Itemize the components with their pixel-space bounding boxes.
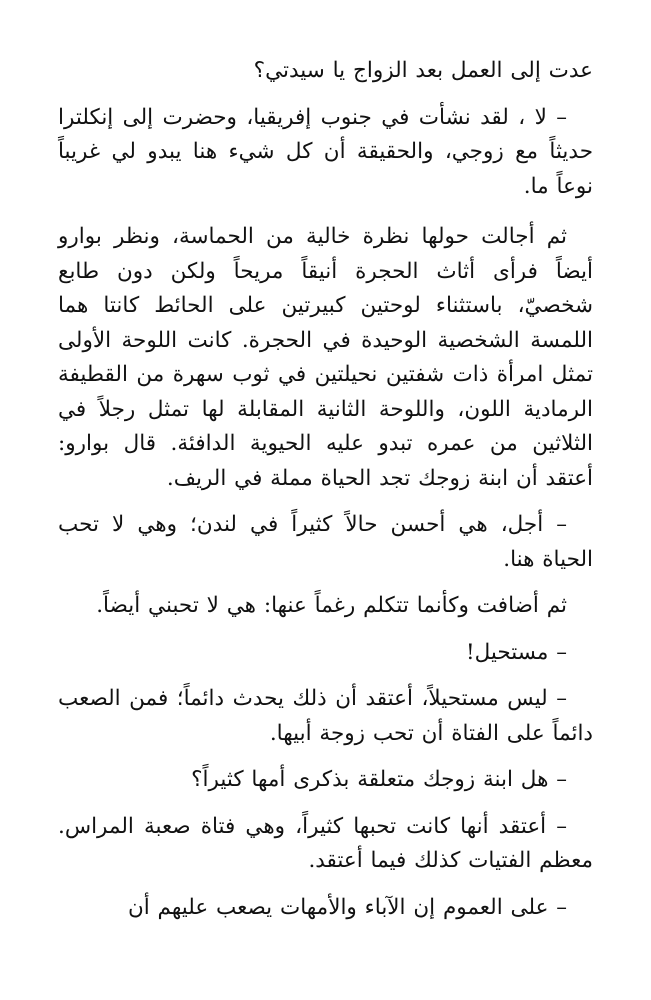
paragraph-mother-memory: – هل ابنة زوجك متعلقة بذكرى أمها كثيراً؟ bbox=[191, 767, 567, 792]
paragraph-room-description: ثم أجالت حولها نظرة خالية من الحماسة، ونظر بوارو أيضاً فرأى أثاث الحجرة أنيقاً مريحاً ولكن دون طابع شخصيّ، باستثناء لوحتين كبيرتين على الحائط كانتا هما اللمسة الشخصية الوحيدة في الحجرة. كانت اللوحة الأولى تمثل امرأة ذات شفتين نحيلتين في ثوب سهرة من القطيفة الرمادية اللون، واللوحة الثانية المقابلة لها تمثل رجلاً في الثلاثين من عمره تبدو عليه الحيوية الدافئة. قال بوارو: أعتقد أن ابنة زوجك تجد الحياة مملة في الريف. bbox=[58, 224, 593, 491]
paragraph-dislikes-me: ثم أضافت وكأنما تتكلم رغماً عنها: هي لا تحبني أيضاً. bbox=[96, 593, 567, 618]
paragraph-south-africa: – لا ، لقد نشأت في جنوب إفريقيا، وحضرت إلى إنكلترا حديثاً مع زوجي، والحقيقة أن كل شيء هنا يبدو لي غريباً نوعاً ما. bbox=[58, 104, 593, 199]
paragraph-difficult-girl: – أعتقد أنها كانت تحبها كثيراً، وهي فتاة صعبة المراس. معظم الفتيات كذلك فيما أعتقد. bbox=[58, 813, 593, 873]
paragraph-impossible: – مستحيل! bbox=[465, 639, 567, 665]
paragraph-stepmother: – ليس مستحيلاً، أعتقد أن ذلك يحدث دائماً؛ فمن الصعب دائماً على الفتاة أن تحب زوجة أبيها. bbox=[58, 686, 593, 746]
paragraph-question: عدت إلى العمل بعد الزواج يا سيدتي؟ bbox=[253, 58, 593, 83]
paragraph-london: – أجل، هي أحسن حالاً كثيراً في لندن؛ وهي لا تحب الحياة هنا. bbox=[58, 512, 593, 572]
book-page bbox=[58, 54, 593, 937]
paragraph-parents: – على العموم إن الآباء والأمهات يصعب عليهم أن bbox=[127, 894, 567, 920]
